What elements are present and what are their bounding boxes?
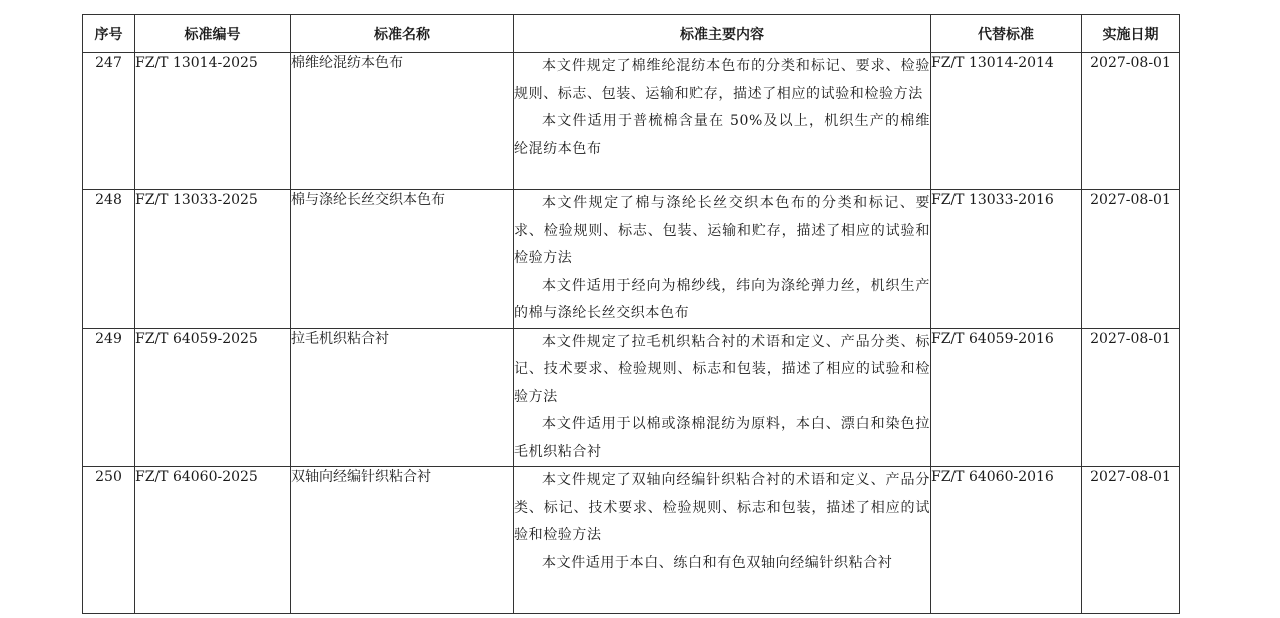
standard-name: 双轴向经编针织粘合衬 — [291, 469, 431, 485]
cell-seq — [83, 53, 135, 190]
header-code: 标准编号 — [135, 15, 291, 53]
cell-code — [135, 190, 291, 329]
effective-date: 2027-08-01 — [1090, 330, 1171, 347]
content-paragraph-applicability: 本文件适用于普梳棉含量在 50%及以上，机织生产的棉维纶混纺本色布 — [514, 113, 930, 157]
cell-replaces — [931, 328, 1082, 467]
header-name: 标准名称 — [291, 15, 514, 53]
cell-replaces — [931, 467, 1082, 614]
content-paragraph-applicability: 本文件适用于经向为棉纱线，纬向为涤纶弹力丝，机织生产的棉与涤纶长丝交织本色布 — [514, 277, 930, 321]
table-row — [83, 53, 1180, 190]
header-date: 实施日期 — [1082, 15, 1180, 53]
table-header — [83, 15, 1180, 53]
cell-seq — [83, 190, 135, 329]
cell-replaces — [931, 53, 1082, 190]
replaced-standard: FZ/T 13014-2014 — [931, 55, 1054, 71]
seq-value: 248 — [95, 192, 122, 208]
seq-value: 249 — [95, 330, 122, 347]
cell-date — [1082, 328, 1180, 467]
header-replaces: 代替标准 — [931, 15, 1082, 53]
table-row — [83, 190, 1180, 329]
header-content: 标准主要内容 — [514, 15, 931, 53]
standard-code: FZ/T 13033-2025 — [135, 192, 258, 208]
cell-content — [514, 190, 931, 329]
standard-code: FZ/T 64060-2025 — [135, 469, 258, 485]
effective-date: 2027-08-01 — [1090, 55, 1171, 71]
cell-replaces — [931, 190, 1082, 329]
effective-date: 2027-08-01 — [1090, 192, 1171, 208]
standard-code: FZ/T 13014-2025 — [135, 55, 258, 71]
standard-name: 棉与涤纶长丝交织本色布 — [291, 192, 445, 208]
seq-value: 250 — [95, 469, 122, 485]
cell-content — [514, 328, 931, 467]
cell-date — [1082, 467, 1180, 614]
replaced-standard: FZ/T 64060-2016 — [931, 469, 1054, 485]
cell-name — [291, 53, 514, 190]
table-row — [83, 467, 1180, 614]
header-seq: 序号 — [83, 15, 135, 53]
content-paragraph-scope: 本文件规定了棉与涤纶长丝交织本色布的分类和标记、要求、检验规则、标志、包装、运输和贮存，描述了相应的试验和检验方法 — [514, 195, 930, 266]
cell-name — [291, 328, 514, 467]
replaced-standard: FZ/T 64059-2016 — [931, 330, 1054, 347]
cell-name — [291, 190, 514, 329]
cell-code — [135, 328, 291, 467]
cell-seq — [83, 467, 135, 614]
cell-content — [514, 53, 931, 190]
standard-name: 拉毛机织粘合衬 — [291, 330, 389, 347]
content-paragraph-applicability: 本文件适用于本白、练白和有色双轴向经编针织粘合衬 — [542, 554, 893, 571]
content-paragraph-applicability: 本文件适用于以棉或涤棉混纺为原料，本白、漂白和染色拉毛机织粘合衬 — [514, 416, 930, 460]
header-row — [83, 15, 1180, 53]
replaced-standard: FZ/T 13033-2016 — [931, 192, 1054, 208]
effective-date: 2027-08-01 — [1090, 469, 1171, 485]
cell-date — [1082, 53, 1180, 190]
standard-name: 棉维纶混纺本色布 — [291, 55, 403, 71]
cell-seq — [83, 328, 135, 467]
content-paragraph-scope: 本文件规定了拉毛机织粘合衬的术语和定义、产品分类、标记、技术要求、检验规则、标志和包装，描述了相应的试验和检验方法 — [514, 333, 930, 405]
standard-code: FZ/T 64059-2025 — [135, 330, 258, 347]
content-paragraph-scope: 本文件规定了双轴向经编针织粘合衬的术语和定义、产品分类、标记、技术要求、检验规则、标志和包装，描述了相应的试验和检验方法 — [514, 472, 930, 543]
cell-code — [135, 467, 291, 614]
standards-table — [82, 14, 1180, 614]
table-body — [83, 53, 1180, 614]
cell-code — [135, 53, 291, 190]
cell-date — [1082, 190, 1180, 329]
content-paragraph-scope: 本文件规定了棉维纶混纺本色布的分类和标记、要求、检验规则、标志、包装、运输和贮存，描述了相应的试验和检验方法 — [514, 58, 930, 102]
cell-content — [514, 467, 931, 614]
cell-name — [291, 467, 514, 614]
table-row — [83, 328, 1180, 467]
seq-value: 247 — [95, 55, 122, 71]
